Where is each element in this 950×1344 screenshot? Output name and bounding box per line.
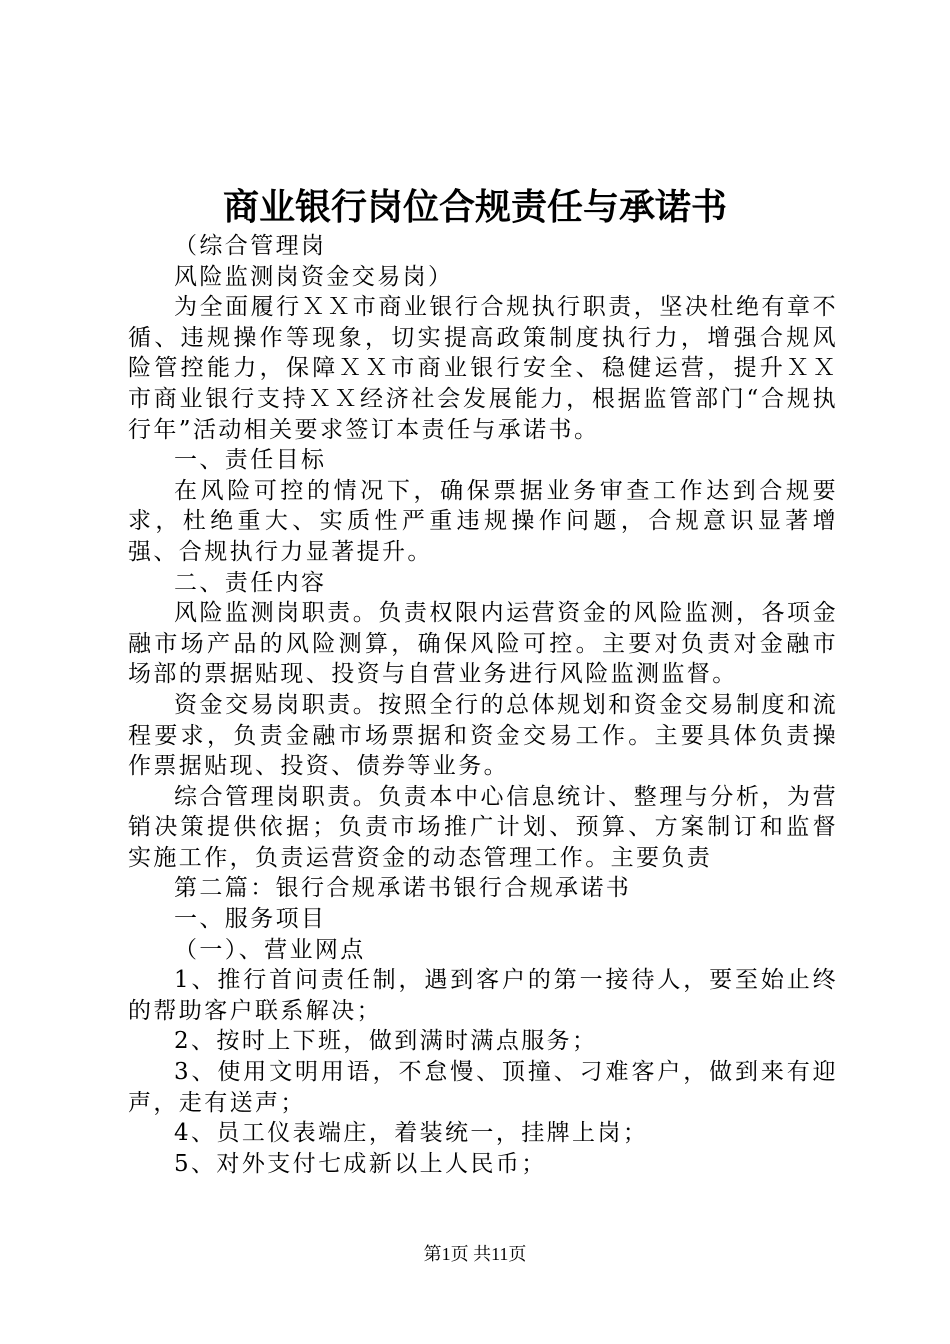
paragraph: 资金交易岗职责。按照全行的总体规划和资金交易制度和流程要求，负责金融市场票据和资金交易工作。主要具体负责操作票据贴现、投资、债券等业务。 xyxy=(128,691,838,780)
list-item: 3、使用文明用语，不怠慢、顶撞、刁难客户，做到来有迎声，走有送声； xyxy=(128,1059,838,1116)
list-item: 2、按时上下班，做到满时满点服务； xyxy=(174,1028,598,1055)
paragraph: 风险监测岗资金交易岗） xyxy=(174,263,454,290)
section-heading: （一）、营业网点 xyxy=(174,936,366,963)
section-heading: 二、责任内容 xyxy=(174,569,327,596)
list-item: 1、推行首问责任制，遇到客户的第一接待人，要至始止终的帮助客户联系解决； xyxy=(128,967,838,1024)
document-title: 商业银行岗位合规责任与承诺书 xyxy=(222,186,727,228)
list-item: 5、对外支付七成新以上人民币； xyxy=(174,1150,547,1177)
paragraph: 在风险可控的情况下，确保票据业务审查工作达到合规要求，杜绝重大、实质性严重违规操作问题，合规意识显著增强、合规执行力显著提升。 xyxy=(128,477,838,565)
list-item: 4、员工仪表端庄，着装统一，挂牌上岗； xyxy=(174,1120,649,1147)
paragraph: 为全面履行ＸＸ市商业银行合规执行职责，坚决杜绝有章不循、违规操作等现象，切实提高政策制度执行力，增强合规风险管控能力，保障ＸＸ市商业银行安全、稳健运营，提升ＸＸ市商业银行支持ＸＸ经济社会发展能力，根据监管部门“合规执行年”活动相关要求签订本责任与承诺书。 xyxy=(128,294,838,443)
paragraph: 综合管理岗职责。负责本中心信息统计、整理与分析，为营销决策提供依据；负责市场推广计划、预算、方案制订和监督实施工作，负责运营资金的动态管理工作。主要负责 xyxy=(128,783,838,871)
paragraph: （综合管理岗 xyxy=(174,233,327,259)
section-heading: 第二篇：银行合规承诺书银行合规承诺书 xyxy=(174,875,632,902)
section-heading: 一、责任目标 xyxy=(174,447,327,474)
page-footer: 第1页 共11页 xyxy=(423,1244,527,1264)
section-heading: 一、服务项目 xyxy=(174,906,327,933)
document-body xyxy=(128,231,838,1179)
paragraph: 风险监测岗职责。负责权限内运营资金的风险监测，各项金融市场产品的风险测算，确保风险可控。主要对负责对金融市场部的票据贴现、投资与自营业务进行风险监测监督。 xyxy=(128,600,838,688)
